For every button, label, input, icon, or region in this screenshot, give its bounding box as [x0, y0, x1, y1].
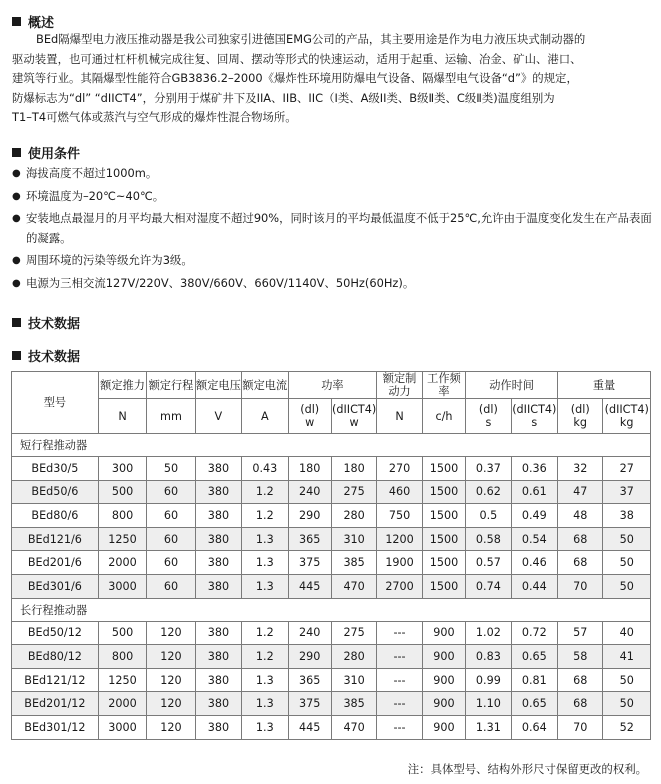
table-cell: 470: [331, 574, 376, 598]
table-cell: 1500: [422, 574, 465, 598]
col-rated-brake-force: 额定制动力: [377, 372, 422, 399]
table-cell: 41: [603, 645, 651, 669]
table-cell: 800: [98, 504, 146, 528]
table-cell: 445: [288, 715, 331, 739]
table-cell: 180: [288, 457, 331, 481]
unit-frequency: c/h: [422, 399, 465, 434]
table-row: [12, 645, 651, 669]
list-item: ● 环境温度为–20℃~40℃。: [12, 187, 652, 207]
table-cell: 60: [147, 551, 195, 575]
table-cell: ---: [377, 621, 422, 645]
table-cell: 50: [603, 574, 651, 598]
col-rated-stroke: 额定行程: [147, 372, 195, 399]
table-cell: 0.44: [511, 574, 557, 598]
unit-rated-force: N: [98, 399, 146, 434]
table-cell: 0.74: [466, 574, 511, 598]
table-cell: 900: [422, 621, 465, 645]
table-cell: ---: [377, 715, 422, 739]
table-cell: 50: [603, 668, 651, 692]
table-cell: 365: [288, 527, 331, 551]
table-cell: 0.64: [511, 715, 557, 739]
table-cell: 800: [98, 645, 146, 669]
table-cell: 1500: [422, 551, 465, 575]
table-cell: 1.3: [242, 668, 288, 692]
table-cell: 500: [98, 621, 146, 645]
table-cell: 70: [558, 715, 603, 739]
table-cell: 3000: [98, 574, 146, 598]
tech-data-heading: [12, 313, 80, 332]
table-cell: 68: [558, 551, 603, 575]
table-cell: 290: [288, 504, 331, 528]
table-row: [12, 480, 651, 504]
table-cell: 0.43: [242, 457, 288, 481]
unit-rated-voltage: V: [195, 399, 241, 434]
table-cell: 68: [558, 692, 603, 716]
table-cell: 470: [331, 715, 376, 739]
table-cell-model: BEd201/12: [12, 692, 99, 716]
table-cell: 120: [147, 692, 195, 716]
table-cell: 180: [331, 457, 376, 481]
bullet-dot-icon: ●: [12, 255, 21, 266]
unit-time-dllct4: (dIICT4) s: [511, 399, 557, 434]
table-cell-model: BEd121/12: [12, 668, 99, 692]
col-rated-current: 额定电流: [242, 372, 288, 399]
table-cell: 60: [147, 527, 195, 551]
table-cell: 120: [147, 645, 195, 669]
table-cell: 2700: [377, 574, 422, 598]
table-cell: 68: [558, 668, 603, 692]
table-cell: 365: [288, 668, 331, 692]
table-cell: 380: [195, 692, 241, 716]
table-cell: 0.46: [511, 551, 557, 575]
table-cell: 2000: [98, 551, 146, 575]
unit-time-dl: (dl) s: [466, 399, 511, 434]
overview-line: BEd隔爆型电力液压推动器是我公司独家引进德国EMG公司的产品，其主要用途是作为电力液压块式制动器的: [36, 32, 586, 46]
square-bullet-icon: [12, 148, 21, 157]
table-cell: 900: [422, 645, 465, 669]
bullet-dot-icon: ●: [12, 190, 21, 202]
table-cell: 0.65: [511, 645, 557, 669]
table-cell: 270: [377, 457, 422, 481]
table-cell: 120: [147, 668, 195, 692]
overview-line: 驱动装置，也可通过杠杆机械完成往复、回周、摆动等形式的快速运动，适用于起重、运输、冶金、矿山、港口、: [12, 51, 582, 66]
table-cell: 380: [195, 457, 241, 481]
table-row: [12, 457, 651, 481]
table-cell: 68: [558, 527, 603, 551]
table-cell: 375: [288, 692, 331, 716]
table-cell: 0.65: [511, 692, 557, 716]
table-cell: 380: [195, 574, 241, 598]
table-cell: 0.81: [511, 668, 557, 692]
table-cell: 1500: [422, 457, 465, 481]
table-group-row: [12, 598, 651, 621]
table-cell: 2000: [98, 692, 146, 716]
table-cell: 1.3: [242, 551, 288, 575]
overview-heading-text: 概述: [28, 16, 55, 31]
table-cell: 1500: [422, 480, 465, 504]
table-cell: 0.62: [466, 480, 511, 504]
table-cell-model: BEd121/6: [12, 527, 99, 551]
table-cell: 0.58: [466, 527, 511, 551]
table-cell: 275: [331, 621, 376, 645]
table-cell: 60: [147, 504, 195, 528]
table-cell: 1.02: [466, 621, 511, 645]
table-cell: 240: [288, 621, 331, 645]
unit-rated-brake-force: N: [377, 399, 422, 434]
table-cell: 900: [422, 668, 465, 692]
table-cell: 380: [195, 551, 241, 575]
table-cell: 300: [98, 457, 146, 481]
col-rated-voltage: 额定电压: [195, 372, 241, 399]
table-cell: 70: [558, 574, 603, 598]
table-row: [12, 668, 651, 692]
table-cell: 0.72: [511, 621, 557, 645]
table-cell: 1.31: [466, 715, 511, 739]
table-cell: 380: [195, 668, 241, 692]
table-cell: 375: [288, 551, 331, 575]
table-cell: 120: [147, 715, 195, 739]
table-cell: 60: [147, 574, 195, 598]
list-item: ● 海拔高度不超过1000m。: [12, 164, 652, 184]
table-cell: 445: [288, 574, 331, 598]
table-cell-model: BEd80/12: [12, 645, 99, 669]
table-cell: 48: [558, 504, 603, 528]
table-cell: 3000: [98, 715, 146, 739]
table-cell: 50: [147, 457, 195, 481]
table-cell: 280: [331, 645, 376, 669]
table-cell: ---: [377, 645, 422, 669]
overview-line: T1–T4可燃气体或蒸汽与空气形成的爆炸性混合物场所。: [12, 110, 297, 124]
table-row: [12, 692, 651, 716]
table-cell: 500: [98, 480, 146, 504]
unit-power-dl: (dl) w: [288, 399, 331, 434]
table-cell: 0.49: [511, 504, 557, 528]
footnote: 注：具体型号、结构外形尺寸保留更改的权利。: [407, 762, 647, 776]
table-row: [12, 574, 651, 598]
col-weight: 重量: [558, 372, 651, 399]
table-cell: 1200: [377, 527, 422, 551]
table-group-title: 短行程推动器: [12, 434, 651, 457]
col-action-time: 动作时间: [466, 372, 558, 399]
table-cell: 38: [603, 504, 651, 528]
table-cell: 900: [422, 715, 465, 739]
table-cell: 1900: [377, 551, 422, 575]
table-cell: 57: [558, 621, 603, 645]
table-cell: 37: [603, 480, 651, 504]
list-item: ● 电源为三相交流127V/220V、380V/660V、660V/1140V、50Hz(60Hz)。: [12, 274, 652, 294]
table-row: [12, 504, 651, 528]
table-cell: 0.36: [511, 457, 557, 481]
table-cell: 60: [147, 480, 195, 504]
table-cell: 380: [195, 480, 241, 504]
table-cell: 380: [195, 715, 241, 739]
table-cell: 32: [558, 457, 603, 481]
table-cell: 1.10: [466, 692, 511, 716]
table-cell: 310: [331, 527, 376, 551]
table-cell: 1.2: [242, 645, 288, 669]
table-cell: ---: [377, 692, 422, 716]
table-cell: 380: [195, 527, 241, 551]
conditions-heading: [12, 143, 80, 162]
table-cell: 47: [558, 480, 603, 504]
table-cell: 900: [422, 692, 465, 716]
table-cell: 380: [195, 504, 241, 528]
unit-power-dllct4: (dIICT4) w: [331, 399, 376, 434]
table-cell: 0.99: [466, 668, 511, 692]
table-cell: 275: [331, 480, 376, 504]
table-cell: 50: [603, 692, 651, 716]
table-cell: 40: [603, 621, 651, 645]
table-cell: 380: [195, 645, 241, 669]
bullet-dot-icon: ●: [12, 213, 21, 224]
unit-rated-current: A: [242, 399, 288, 434]
table-cell: 0.54: [511, 527, 557, 551]
table-cell: 0.61: [511, 480, 557, 504]
unit-weight-dllct4: (dIICT4) kg: [603, 399, 651, 434]
table-cell: 1.2: [242, 504, 288, 528]
tech-data-heading-text: 技术数据: [28, 317, 81, 332]
table-cell: 50: [603, 527, 651, 551]
table-cell-model: BEd201/6: [12, 551, 99, 575]
bullet-dot-icon: ●: [12, 168, 21, 179]
table-cell: 0.83: [466, 645, 511, 669]
table-cell: 120: [147, 621, 195, 645]
table-cell: 1.2: [242, 621, 288, 645]
table-cell: 380: [195, 621, 241, 645]
square-bullet-icon: [12, 17, 21, 26]
unit-weight-dl: (dl) kg: [558, 399, 603, 434]
table-cell: 1.3: [242, 527, 288, 551]
table-cell: 385: [331, 551, 376, 575]
overview-line: 防爆标志为“dl” “dIICT4”，分别用于煤矿井下及IIA、IIB、IIC（I类、A级II类、B级Ⅱ类、C级Ⅱ类)温度组别为: [12, 90, 555, 105]
bullet-dot-icon: ●: [12, 277, 21, 289]
tech-data-subheading-text: 技术数据: [28, 350, 81, 365]
table-row: [12, 527, 651, 551]
table-cell: ---: [377, 668, 422, 692]
table-row: [12, 715, 651, 739]
table-cell-model: BEd301/6: [12, 574, 99, 598]
conditions-list: [12, 164, 652, 296]
table-cell: 1500: [422, 504, 465, 528]
table-cell: 1250: [98, 527, 146, 551]
table-cell: 385: [331, 692, 376, 716]
table-cell: 750: [377, 504, 422, 528]
table-cell: 1500: [422, 527, 465, 551]
table-group-title: 长行程推动器: [12, 598, 651, 621]
table-cell: 1.2: [242, 480, 288, 504]
list-item: ● 周围环境的污染等级允许为3级。: [12, 251, 652, 271]
table-cell: 0.57: [466, 551, 511, 575]
col-model: 型号: [12, 372, 99, 434]
table-cell: 290: [288, 645, 331, 669]
table-cell: 52: [603, 715, 651, 739]
col-frequency: 工作频率: [422, 372, 465, 399]
table-cell: 1.3: [242, 715, 288, 739]
tech-data-subheading: [12, 346, 80, 365]
table-cell-model: BEd301/12: [12, 715, 99, 739]
table-cell-model: BEd50/6: [12, 480, 99, 504]
table-cell: 0.5: [466, 504, 511, 528]
col-rated-force: 额定推力: [98, 372, 146, 399]
table-cell: 1250: [98, 668, 146, 692]
table-row: [12, 621, 651, 645]
table-cell: 310: [331, 668, 376, 692]
table-cell: 50: [603, 551, 651, 575]
square-bullet-icon: [12, 318, 21, 327]
tech-data-body: [12, 434, 651, 740]
table-cell: 280: [331, 504, 376, 528]
square-bullet-icon: [12, 351, 21, 360]
table-cell: 1.3: [242, 574, 288, 598]
overview-heading: [12, 12, 54, 31]
table-cell-model: BEd30/5: [12, 457, 99, 481]
table-group-row: [12, 434, 651, 457]
table-cell: 0.37: [466, 457, 511, 481]
table-row: [12, 551, 651, 575]
table-cell: 460: [377, 480, 422, 504]
overview-paragraph: [12, 30, 652, 128]
conditions-heading-text: 使用条件: [28, 147, 81, 162]
table-cell: 58: [558, 645, 603, 669]
table-cell-model: BEd50/12: [12, 621, 99, 645]
table-cell: 1.3: [242, 692, 288, 716]
overview-line: 建筑等行业。其隔爆型性能符合GB3836.2–2000《爆炸性环境用防爆电气设备、隔爆型电气设备“d”》的规定，: [12, 71, 578, 85]
tech-data-table: [11, 371, 651, 740]
col-power: 功率: [288, 372, 377, 399]
table-cell: 27: [603, 457, 651, 481]
table-cell: 240: [288, 480, 331, 504]
unit-rated-stroke: mm: [147, 399, 195, 434]
list-item: ● 安装地点最湿月的月平均最大相对湿度不超过90%，同时该月的平均最低温度不低于25℃,允许由于温度变化发生在产品表面的凝露。: [12, 209, 652, 248]
table-cell-model: BEd80/6: [12, 504, 99, 528]
